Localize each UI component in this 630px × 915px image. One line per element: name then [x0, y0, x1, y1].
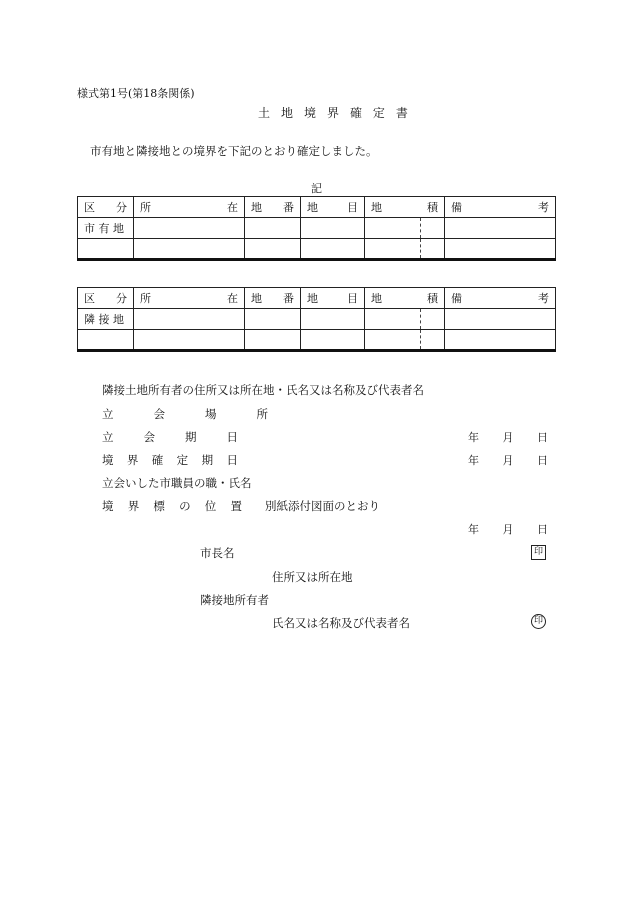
cell[interactable]: [134, 218, 245, 239]
intro-text: 市有地と隣接地との境界を下記のとおり確定しました。: [90, 144, 378, 158]
cell[interactable]: [301, 218, 365, 239]
owner-line: 隣接土地所有者の住所又は所在地・氏名又は名称及び代表者名: [102, 383, 424, 397]
cell[interactable]: [301, 239, 365, 260]
tachiai-basho-label: 立 会 場 所: [102, 407, 268, 421]
cell-area[interactable]: [365, 239, 445, 260]
header-chiban: 地 番: [245, 288, 301, 309]
row-label-city: 市 有 地: [78, 218, 134, 239]
cell[interactable]: [445, 218, 556, 239]
document-title: 土 地 境 界 確 定 書: [258, 106, 408, 120]
cell[interactable]: [301, 330, 365, 351]
kakutei-date: 年 月 日: [468, 454, 548, 467]
header-biko: 備 考: [445, 288, 556, 309]
mayor-label: 市長名: [200, 546, 235, 560]
address-label: 住所又は所在地: [272, 570, 353, 584]
cell-area[interactable]: [365, 218, 445, 239]
cell[interactable]: [445, 239, 556, 260]
seal-round-icon: 印: [531, 614, 546, 629]
cell-area[interactable]: [365, 309, 445, 330]
cell[interactable]: [445, 309, 556, 330]
cell[interactable]: [134, 239, 245, 260]
cell[interactable]: [78, 330, 134, 351]
header-chiseki: 地 積: [365, 197, 445, 218]
cell[interactable]: [245, 330, 301, 351]
hyo-ichi-label: 境 界 標 の 位 置: [102, 499, 242, 513]
cell[interactable]: [245, 218, 301, 239]
header-biko: 備 考: [445, 197, 556, 218]
header-shozai: 所 在: [134, 197, 245, 218]
hyo-ichi-value: 別紙添付図面のとおり: [265, 499, 380, 513]
tachiai-kijitsu-label: 立 会 期 日: [102, 430, 238, 444]
signature-date: 年 月 日: [468, 523, 548, 536]
header-chimoku: 地 目: [301, 197, 365, 218]
header-kubun: 区 分: [78, 288, 134, 309]
staff-line: 立会いした市職員の職・氏名: [102, 476, 252, 490]
cell-area[interactable]: [365, 330, 445, 351]
header-chiseki: 地 積: [365, 288, 445, 309]
header-chimoku: 地 目: [301, 288, 365, 309]
boundary-table-neighbor: [77, 287, 556, 352]
cell[interactable]: [445, 330, 556, 351]
cell[interactable]: [134, 330, 245, 351]
header-kubun: 区 分: [78, 197, 134, 218]
form-number: 様式第1号(第18条関係): [77, 87, 195, 100]
ki-label: 記: [311, 182, 322, 195]
tachiai-date: 年 月 日: [468, 431, 548, 444]
kakutei-kijitsu-label: 境 界 確 定 期 日: [102, 453, 238, 467]
seal-square-icon: 印: [531, 545, 546, 560]
cell[interactable]: [245, 309, 301, 330]
boundary-table-city: [77, 196, 556, 261]
cell[interactable]: [245, 239, 301, 260]
name-label: 氏名又は名称及び代表者名: [272, 616, 410, 630]
header-shozai: 所 在: [134, 288, 245, 309]
header-chiban: 地 番: [245, 197, 301, 218]
cell[interactable]: [78, 239, 134, 260]
neighbor-owner-label: 隣接地所有者: [200, 593, 269, 607]
cell[interactable]: [301, 309, 365, 330]
cell[interactable]: [134, 309, 245, 330]
row-label-neighbor: 隣 接 地: [78, 309, 134, 330]
